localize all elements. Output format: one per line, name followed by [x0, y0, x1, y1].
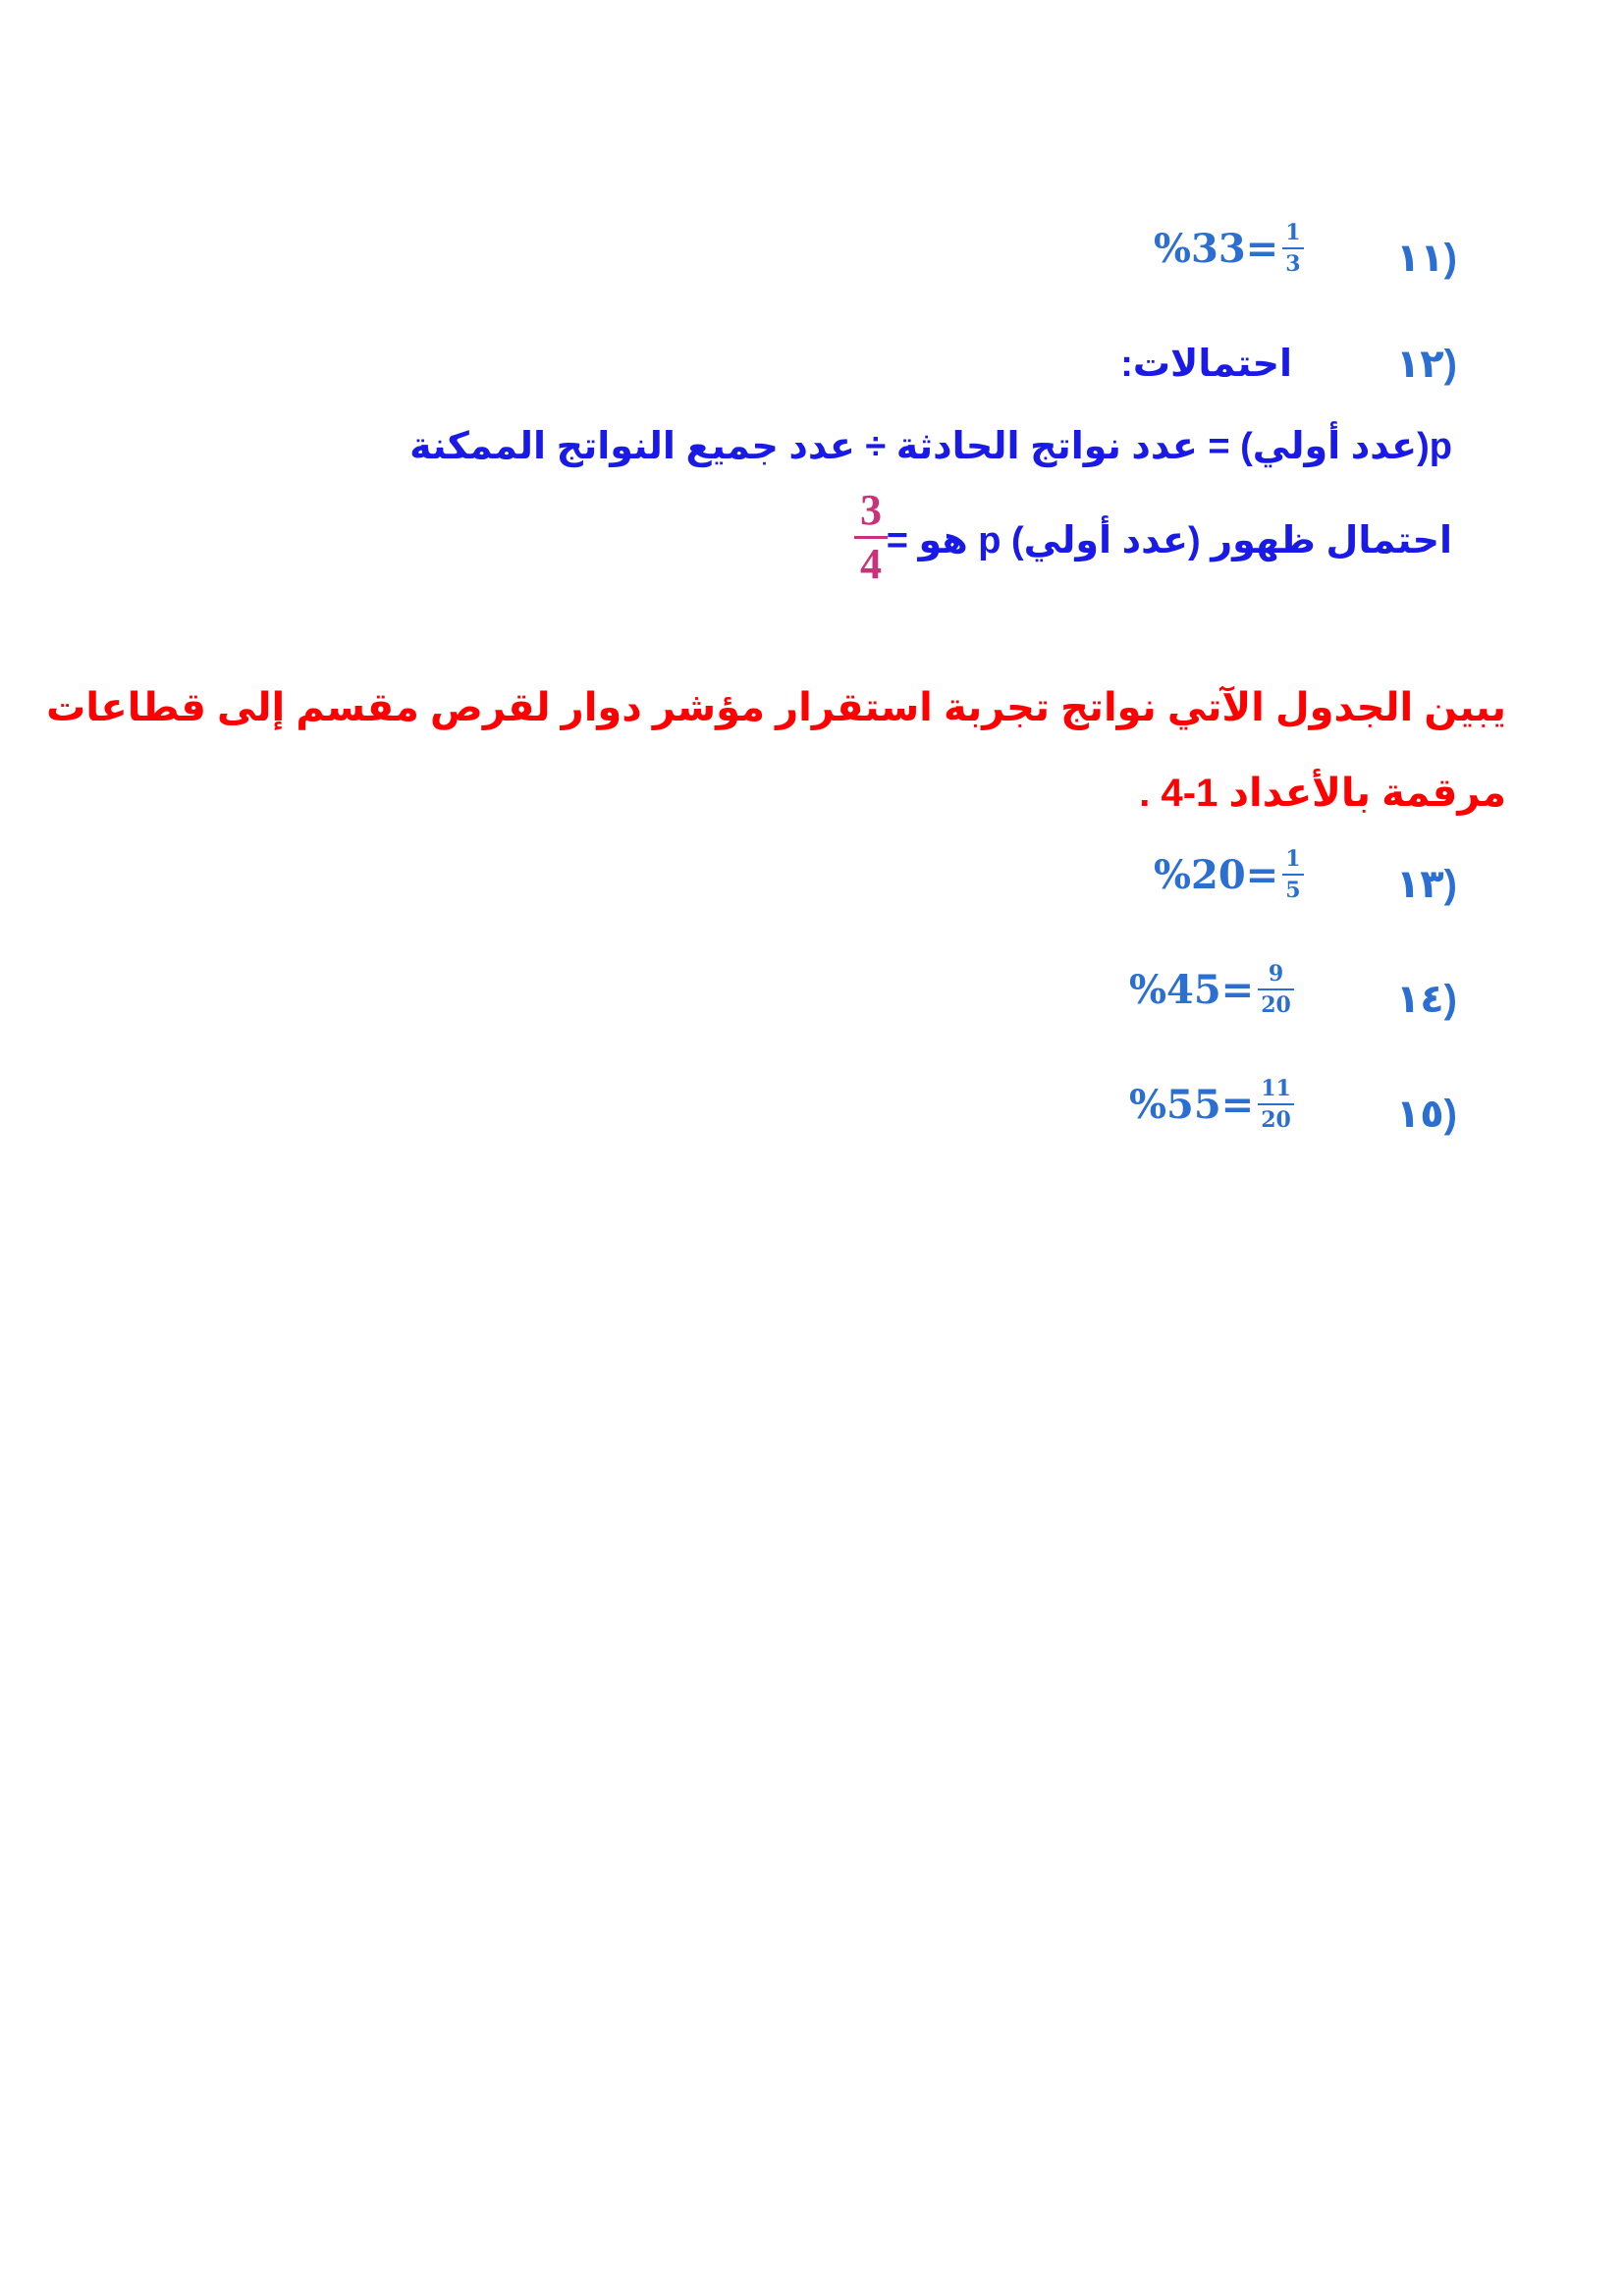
- answer-13-denominator: 5: [1285, 878, 1301, 903]
- item-number-14: (١٤: [1395, 978, 1457, 1021]
- answer-14-percent: %45=: [1129, 966, 1255, 1013]
- item-number-13: (١٣: [1395, 863, 1457, 906]
- answer-15-denominator: 20: [1261, 1107, 1291, 1133]
- problem-line-1: يبين الجدول الآتي نواتج تجربة استقرار مؤشر دوار لقرص مقسم إلى قطاعات: [46, 686, 1506, 729]
- answer-11-denominator: 3: [1285, 251, 1301, 277]
- answer-15: [1129, 1078, 1294, 1131]
- item-number-15: (١٥: [1395, 1093, 1457, 1136]
- item-12-label: احتمالات:: [1120, 344, 1292, 385]
- item-number-12: (١٢: [1395, 343, 1457, 386]
- answer-11: [1154, 222, 1304, 275]
- fraction-bar: [854, 536, 888, 539]
- answer-13-numerator: 1: [1285, 846, 1301, 872]
- formula-line-1: p(عدد أولي) = عدد نواتج الحادثة ÷ عدد جميع النواتج الممكنة: [409, 426, 1452, 467]
- answer-11-numerator: 1: [1285, 220, 1301, 245]
- answer-11-fraction: [1282, 222, 1303, 275]
- answer-15-numerator: 11: [1261, 1076, 1291, 1101]
- problem-line-2: مرقمة بالأعداد 1-4 .: [1139, 772, 1506, 815]
- formula-line-2: احتمال ظهور (عدد أولي) p هو =: [886, 520, 1452, 561]
- answer-13: [1154, 848, 1304, 901]
- answer-15-percent: %55=: [1129, 1081, 1255, 1128]
- answer-11-percent: %33=: [1154, 225, 1279, 272]
- answer-14-fraction: [1258, 963, 1294, 1016]
- formula-fraction-numerator: 3: [860, 486, 882, 534]
- item-number-11: (١١: [1395, 237, 1457, 280]
- answer-14-denominator: 20: [1261, 992, 1291, 1018]
- answer-14-numerator: 9: [1268, 961, 1284, 987]
- formula-fraction: [854, 486, 888, 588]
- answer-14: [1129, 963, 1294, 1016]
- answer-13-percent: %20=: [1154, 851, 1279, 898]
- formula-fraction-denominator: 4: [860, 540, 882, 588]
- answer-13-fraction: [1282, 848, 1303, 901]
- answer-15-fraction: [1258, 1078, 1294, 1131]
